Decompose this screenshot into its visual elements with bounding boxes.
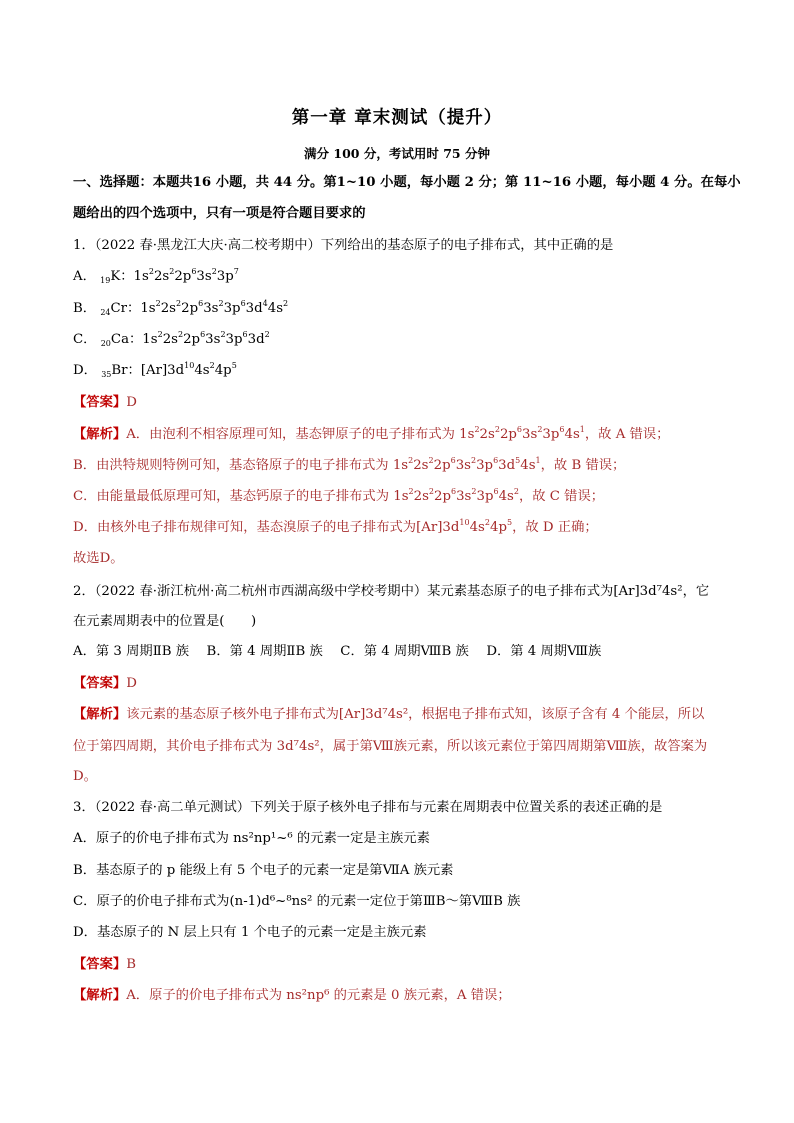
q3-option-a: A．原子的价电子排布式为 ns²np¹~⁶ 的元素一定是主族元素 [73, 831, 430, 846]
q2-answer-label: 【答案】 [73, 676, 127, 691]
q2-analysis-label: 【解析】 [73, 707, 127, 722]
q3-answer-value: B [126, 957, 136, 972]
q1-answer-value: D [126, 395, 137, 410]
q3-analysis-label: 【解析】 [73, 988, 127, 1003]
q1-option-a: A． $_{19}$K：$1s^22s^22p^63s^23p^7$ [73, 267, 239, 285]
page-subtitle: 满分 100 分，考试用时 75 分钟 [304, 146, 490, 161]
q1-option-b-label: B． [73, 301, 97, 316]
q1-analysis-b-post: ，故 B 错误； [540, 458, 626, 473]
q1-analysis-b-pre: B．由洪特规则特例可知，基态铬原子的电子排布式为 [73, 458, 393, 473]
q1-stem: 1．（2022 春·黑龙江大庆·高二校考期中）下列给出的基态原子的电子排布式，其中正确的是 [73, 238, 614, 253]
q1-analysis-d-pre: D．由核外电子排布规律可知，基态溴原子的电子排布式为 [73, 520, 417, 535]
q2-answer-value: D [126, 676, 137, 691]
q1-analysis-a-pre: A．由泡利不相容原理可知，基态钾原子的电子排布式为 [126, 427, 460, 442]
q1-conclusion: 故选D。 [73, 551, 124, 566]
section-instructions-line-1: 一、选择题：本题共16 小题，共 44 分。第1~10 小题，每小题 2 分；第 11~16 小题，每小题 4 分。在每小 [73, 175, 741, 190]
q2-analysis-line-1-text: 该元素的基态原子核外电子排布式为[Ar]3d⁷4s²，根据电子排布式知，该原子含有 4 个能层，所以 [126, 707, 705, 722]
q3-option-d: D．基态原子的 N 层上只有 1 个电子的元素一定是主族元素 [73, 925, 427, 940]
q3-stem: 3．（2022 春·高二单元测试）下列关于原子核外电子排布与元素在周期表中位置关系的表述正确的是 [73, 800, 663, 815]
q2-analysis-line-2: 位于第四周期，其价电子排布式为 3d⁷4s²，属于第Ⅷ族元素，所以该元素位于第四周期第Ⅷ族，故答案为 [73, 739, 708, 754]
q2-stem-line-2: 在元素周期表中的位置是( ) [73, 614, 257, 629]
q1-analysis-c: C．由能量最低原理可知，基态钙原子的电子排布式为 $1s^22s^22p^63s^23p^64s^2$，故 C 错误； [73, 487, 605, 504]
q1-answer [73, 393, 724, 413]
q2-stem-line-1: 2．（2022 春·浙江杭州·高二杭州市西湖高级中学校考期中）某元素基态原子的电子排布式为[Ar]3d⁷4s²，它 [73, 584, 710, 599]
q1-answer-label: 【答案】 [73, 395, 127, 410]
q1-analysis-a: 【解析】A．由泡利不相容原理可知，基态钾原子的电子排布式为 $1s^22s^22p^63s^23p^64s^1$，故 A 错误； [73, 425, 670, 442]
q3-answer [73, 955, 724, 975]
page-title: 第一章 章末测试（提升） [291, 108, 503, 128]
q2-analysis-line-1 [73, 705, 724, 725]
q1-option-c: C． $_{20}$Ca：$1s^22s^22p^63s^23p^63d^2$ [73, 330, 270, 348]
q3-answer-label: 【答案】 [73, 957, 127, 972]
q1-option-b: B． $_{24}$Cr：$1s^22s^22p^63s^23p^63d^44s^2$ [73, 299, 289, 317]
q3-analysis-a-text: A．原子的价电子排布式为 ns²np⁶ 的元素是 0 族元素，A 错误； [126, 988, 511, 1003]
q3-option-b: B．基态原子的 p 能级上有 5 个电子的元素一定是第ⅦA 族元素 [73, 863, 454, 878]
q1-option-d: D． $_{35}$Br：$[Ar]3d^{10}4s^24p^5$ [73, 361, 237, 379]
q1-analysis-d-post: ，故 D 正确； [512, 520, 598, 535]
q1-option-c-label: C． [73, 332, 97, 347]
q2-analysis-line-3: D。 [73, 769, 97, 784]
q2-options: A．第 3 周期ⅡB 族 B．第 4 周期ⅡB 族 C．第 4 周期ⅧB 族 D．第 4 周期Ⅷ族 [73, 644, 602, 659]
q3-option-c: C．原子的价电子排布式为(n-1)d⁶~⁸ns² 的元素一定位于第ⅢB～第ⅧB 族 [73, 894, 521, 909]
q1-analysis-c-pre: C．由能量最低原理可知，基态钙原子的电子排布式为 [73, 489, 394, 504]
q1-analysis-c-post: ，故 C 错误； [518, 489, 605, 504]
q1-option-d-label: D． [73, 363, 97, 378]
section-instructions-line-2: 题给出的四个选项中，只有一项是符合题目要求的 [73, 206, 366, 221]
q1-analysis-b: B．由洪特规则特例可知，基态铬原子的电子排布式为 $1s^22s^22p^63s^23p^63d^54s^1$，故 B 错误； [73, 456, 626, 473]
q1-analysis-label: 【解析】 [73, 427, 127, 442]
q1-analysis-d: D．由核外电子排布规律可知，基态溴原子的电子排布式为$[Ar]3d^{10}4s^24p^5$，故 D 正确； [73, 518, 598, 535]
q1-option-a-label: A． [73, 269, 96, 284]
q3-analysis-a [73, 986, 724, 1006]
q1-analysis-a-post: ，故 A 错误； [584, 427, 670, 442]
q2-answer [73, 674, 724, 694]
